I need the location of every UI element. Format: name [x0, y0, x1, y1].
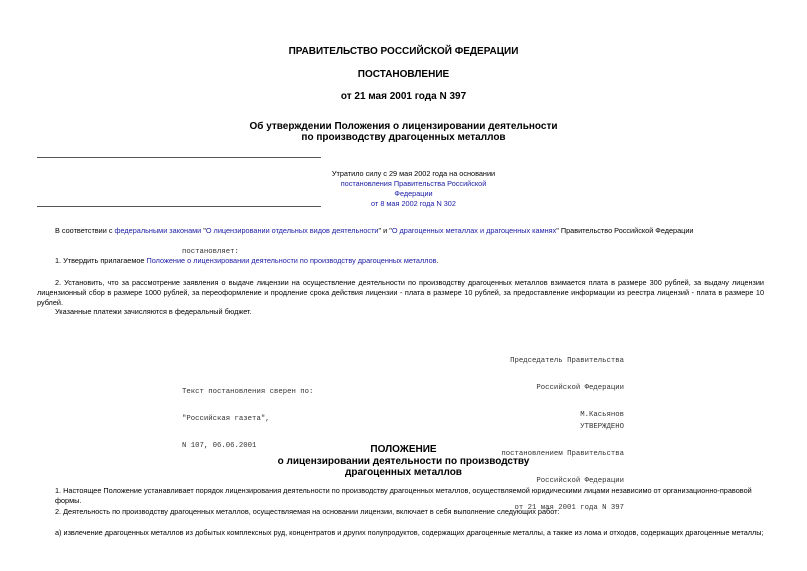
approval-line-3: Российской Федерации	[536, 477, 624, 485]
signature-name: М.Касьянов	[580, 411, 624, 419]
approval-line-2: постановлением Правительства	[501, 450, 624, 458]
document-date-number: от 21 мая 2001 года N 397	[340, 91, 467, 102]
federal-laws-link[interactable]: федеральными законами	[114, 226, 202, 235]
approval-line-1: УТВЕРЖДЕНО	[580, 423, 624, 431]
preamble	[55, 226, 770, 236]
signature-line-2: Российской Федерации	[536, 384, 624, 392]
verification-line-3: N 107, 06.06.2001	[182, 442, 257, 450]
preamble-and: " и "	[378, 226, 392, 235]
document-type: ПОСТАНОВЛЕНИЕ	[357, 69, 450, 80]
document-title-line-2: по производству драгоценных металлов	[301, 132, 506, 143]
status-line-1: Утратило силу с 29 мая 2002 года на основании	[331, 169, 496, 178]
item-1	[55, 256, 770, 266]
item-1-text: 1. Утвердить прилагаемое	[55, 256, 147, 265]
verification-line-1: Текст постановления сверен по:	[182, 388, 314, 396]
document-title-line-1: Об утверждении Положения о лицензировании деятельности	[249, 121, 558, 132]
regulation-paragraph-2: 2. Деятельность по производству драгоценных металлов, осуществляемая на основании лицензии, включает в себя выполнение следующих работ:	[55, 507, 560, 516]
government-heading: ПРАВИТЕЛЬСТВО РОССИЙСКОЙ ФЕДЕРАЦИИ	[288, 46, 519, 57]
preamble-text: В соответствии с	[55, 226, 115, 235]
status-top-rule	[37, 157, 321, 158]
licensing-law-link[interactable]: О лицензировании отдельных видов деятельности	[205, 226, 379, 235]
signature-line-1: Председатель Правительства	[510, 357, 624, 365]
payments-note: Указанные платежи зачисляются в федеральный бюджет.	[55, 307, 252, 316]
precious-metals-law-link[interactable]: О драгоценных металлах и драгоценных камнях	[391, 226, 557, 235]
verification-line-2: "Российская газета",	[182, 415, 270, 423]
regulation-subtitle-1: о лицензировании деятельности по производству	[277, 456, 530, 467]
regulation-subtitle-2: драгоценных металлов	[345, 467, 462, 478]
decree-word: постановляет:	[182, 248, 239, 256]
item-1-end: .	[436, 256, 439, 265]
status-bottom-rule	[37, 206, 321, 207]
regulation-paragraph-3: а) извлечение драгоценных металлов из добытых комплексных руд, концентратов и других полупродуктов, содержащих драгоценные металлы, а также из лома и отходов, содержащих драгоценные металлы;	[55, 528, 764, 537]
preamble-tail: " Правительство Российской Федерации	[556, 226, 694, 235]
regulation-title: ПОЛОЖЕНИЕ	[370, 444, 437, 455]
regulation-paragraph-1: 1. Настоящее Положение устанавливает порядок лицензирования деятельности по производству драгоценных металлов, осуществляемой юридическими лицами независимо от организационно-правовой формы.	[55, 486, 752, 505]
repeal-decree-date-link[interactable]: от 8 мая 2002 года N 302	[371, 199, 456, 208]
approval-line-4: от 21 мая 2001 года N 397	[514, 504, 624, 512]
repeal-decree-link[interactable]: постановления Правительства Российской Федерации	[340, 179, 487, 198]
regulation-link[interactable]: Положение о лицензировании деятельности по производству драгоценных металлов	[146, 256, 437, 265]
status-note	[322, 169, 505, 209]
preamble-quote: "	[201, 226, 206, 235]
item-2: 2. Установить, что за рассмотрение заявления о выдаче лицензии на осуществление деятельности по производству драгоценных металлов взимается плата в размере 300 рублей, за выдачу лицензии лицензионный сбор в размере 1000 рублей, за переоформление и продление срока действия лицензии - плата в размере 10 рублей, за предоставление информации из реестра лицензий - плата в размере 10 рублей.	[37, 278, 764, 307]
